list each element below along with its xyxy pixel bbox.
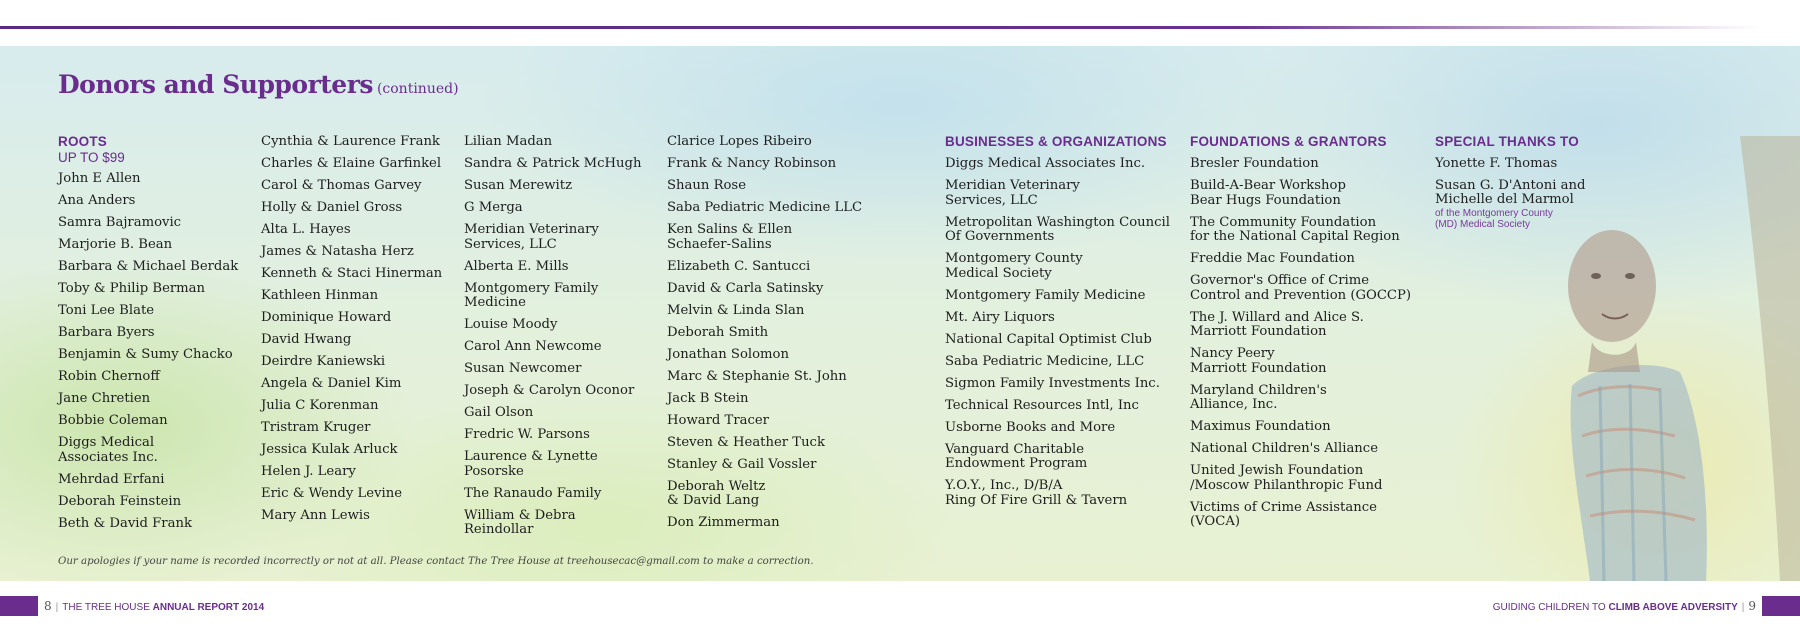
special-thanks-heading: SPECIAL THANKS TO — [1435, 134, 1579, 149]
donor-name: Louise Moody — [464, 317, 558, 332]
donor-name: The Ranaudo Family — [464, 485, 602, 501]
roots-subheading: UP TO $99 — [58, 150, 125, 165]
donor-name: Saba Pediatric Medicine, LLC — [945, 353, 1145, 369]
donor-name: Saba Pediatric Medicine LLC — [667, 200, 863, 215]
foundations-heading: FOUNDATIONS & GRANTORS — [1190, 134, 1387, 149]
donor-name: Helen J. Leary — [261, 464, 356, 479]
donor-name: Technical Resources Intl, Inc — [945, 397, 1139, 413]
donor-name: John E Allen — [58, 171, 141, 186]
special-thanks-person-1: Yonette F. Thomas — [1435, 156, 1558, 171]
donor-name: Carol & Thomas Garvey — [261, 178, 422, 193]
right-page-number: 9 — [1748, 599, 1756, 613]
donor-name: Maryland Children's Alliance, Inc. — [1190, 382, 1327, 412]
businesses-heading: BUSINESSES & ORGANIZATIONS — [945, 134, 1167, 149]
donor-name: Kenneth & Staci Hinerman — [261, 266, 443, 281]
donor-name: Jessica Kulak Arluck — [261, 442, 398, 457]
donor-name: David Hwang — [261, 332, 352, 347]
donor-name: Marc & Stephanie St. John — [667, 368, 847, 384]
apology-note: Our apologies if your name is recorded incorrectly or not at all. Please contact The Tree House at treehousecac@gmail.com to make a correction. — [58, 556, 814, 567]
donor-name: Bobbie Coleman — [58, 413, 168, 428]
donor-name: Benjamin & Sumy Chacko — [58, 347, 233, 362]
donor-name: Alta L. Hayes — [261, 222, 351, 237]
page-footer — [0, 596, 1800, 616]
roots-heading: ROOTS — [58, 134, 108, 149]
donor-name: Montgomery Family Medicine — [945, 287, 1146, 303]
donor-name: Deirdre Kaniewski — [261, 354, 386, 369]
title-continued: (continued) — [376, 81, 459, 97]
donor-name: Governor's Office of Crime Control and Prevention (GOCCP) — [1190, 273, 1412, 303]
donor-name: Montgomery Family Medicine — [464, 280, 599, 310]
donor-name: David & Carla Satinsky — [667, 280, 824, 296]
roots-column-3 — [464, 135, 659, 545]
donor-name: Kathleen Hinman — [261, 288, 379, 303]
roots-list-2 — [261, 135, 456, 524]
donor-name: Ana Anders — [58, 193, 136, 208]
foundations-column — [1190, 134, 1425, 537]
donor-name: Toni Lee Blate — [58, 303, 155, 318]
page-title — [58, 70, 459, 99]
donor-name: Jonathan Solomon — [667, 346, 789, 362]
donor-name: Cynthia & Laurence Frank — [261, 134, 440, 149]
content-panel — [0, 46, 1800, 581]
businesses-list — [945, 157, 1180, 508]
donor-name: Julia C Korenman — [261, 398, 379, 413]
donor-name: Ken Salins & Ellen Schaefer-Salins — [667, 222, 793, 252]
footer-right-block — [1762, 596, 1800, 616]
donor-name: Diggs Medical Associates Inc. — [58, 435, 158, 465]
donor-name: Toby & Philip Berman — [58, 281, 206, 296]
footer-tagline-lead: GUIDING CHILDREN TO — [1492, 602, 1606, 613]
donor-name: Meridian Veterinary Services, LLC — [945, 178, 1080, 208]
title-text: Donors and Supporters — [58, 70, 373, 99]
donor-name: Dominique Howard — [261, 310, 392, 325]
donor-name: Shaun Rose — [667, 178, 747, 193]
donor-name: G Merga — [464, 200, 523, 215]
donor-name: Robin Chernoff — [58, 369, 160, 384]
donor-name: Sigmon Family Investments Inc. — [945, 375, 1160, 391]
footer-report-title: ANNUAL REPORT 2014 — [152, 602, 265, 613]
donor-name: Maximus Foundation — [1190, 419, 1331, 434]
roots-list-4 — [667, 135, 867, 531]
donor-name: Victims of Crime Assistance (VOCA) — [1190, 499, 1377, 529]
donor-name: Deborah Smith — [667, 324, 769, 340]
donor-name: National Children's Alliance — [1190, 441, 1378, 456]
donor-name: Holly & Daniel Gross — [261, 200, 403, 215]
donor-name: Mehrdad Erfani — [58, 471, 165, 487]
donor-name: Angela & Daniel Kim — [261, 376, 402, 391]
top-divider-line — [0, 26, 1760, 29]
donor-name: Marjorie B. Bean — [58, 237, 173, 252]
businesses-column — [945, 134, 1180, 516]
donor-name: Lilian Madan — [464, 134, 553, 149]
donor-name: United Jewish Foundation /Moscow Philanthropic Fund — [1190, 463, 1383, 493]
donor-name: Freddie Mac Foundation — [1190, 251, 1355, 266]
donor-name: Mary Ann Lewis — [261, 508, 370, 523]
donor-name: Carol Ann Newcome — [464, 339, 602, 354]
donor-name: National Capital Optimist Club — [945, 331, 1152, 347]
donor-name: Deborah Weltz & David Lang — [667, 478, 766, 508]
roots-column-4 — [667, 135, 867, 538]
donor-name: Mt. Airy Liquors — [945, 309, 1055, 325]
donor-name: Meridian Veterinary Services, LLC — [464, 222, 599, 252]
donor-name: Susan Merewitz — [464, 178, 573, 193]
donor-name: Jack B Stein — [667, 390, 749, 406]
roots-column-1 — [58, 134, 253, 539]
donor-name: Sandra & Patrick McHugh — [464, 156, 642, 171]
donor-name: Montgomery County Medical Society — [945, 251, 1083, 281]
donor-name: Jane Chretien — [58, 391, 151, 406]
donor-name: Alberta E. Mills — [464, 258, 569, 274]
footer-left-block — [0, 596, 38, 616]
donor-name: Susan Newcomer — [464, 361, 582, 376]
donor-name: Fredric W. Parsons — [464, 427, 590, 442]
special-thanks-note: of the Montgomery County (MD) Medical Society — [1435, 207, 1553, 230]
donor-name: Steven & Heather Tuck — [667, 434, 825, 450]
donor-name: Clarice Lopes Ribeiro — [667, 134, 812, 149]
donor-name: Diggs Medical Associates Inc. — [945, 156, 1146, 171]
donor-name: Metropolitan Washington Council Of Governments — [945, 214, 1170, 244]
donor-name: Barbara & Michael Berdak — [58, 259, 239, 274]
foundations-list — [1190, 157, 1425, 530]
donor-name: William & Debra Reindollar — [464, 507, 576, 537]
donor-name: The Community Foundation for the National Capital Region — [1190, 214, 1400, 244]
footer-right: GUIDING CHILDREN TO CLIMB ABOVE ADVERSITY | 9 — [1492, 599, 1756, 613]
donor-name: Beth & David Frank — [58, 515, 192, 531]
donor-name: Gail Olson — [464, 405, 534, 420]
donor-name: Usborne Books and More — [945, 419, 1116, 435]
donor-name: Don Zimmerman — [667, 515, 780, 530]
donor-name: Tristram Kruger — [261, 420, 371, 435]
donor-name: Deborah Feinstein — [58, 493, 182, 509]
donor-name: James & Natasha Herz — [261, 244, 414, 259]
special-thanks-person-2: Susan G. D'Antoni and Michelle del Marmol — [1435, 177, 1586, 207]
left-page-number: 8 — [44, 599, 52, 613]
donor-name: Barbara Byers — [58, 325, 155, 340]
donor-name: Stanley & Gail Vossler — [667, 456, 817, 472]
donor-name: Bresler Foundation — [1190, 156, 1319, 171]
roots-column-2 — [261, 135, 456, 531]
donor-name: Frank & Nancy Robinson — [667, 156, 837, 171]
footer-left: 8 | THE TREE HOUSE ANNUAL REPORT 2014 — [44, 599, 265, 613]
donor-name: Elizabeth C. Santucci — [667, 258, 811, 274]
donor-name: Samra Bajramovic — [58, 215, 182, 230]
donor-name: Nancy Peery Marriott Foundation — [1190, 346, 1327, 376]
donor-name: The J. Willard and Alice S. Marriott Foundation — [1190, 309, 1364, 339]
donor-name: Vanguard Charitable Endowment Program — [945, 441, 1088, 471]
donor-name: Eric & Wendy Levine — [261, 486, 403, 501]
roots-list-1 — [58, 172, 253, 531]
special-thanks-column — [1435, 134, 1625, 230]
donor-name: Charles & Elaine Garfinkel — [261, 156, 442, 171]
footer-org-name: THE TREE HOUSE — [62, 602, 150, 613]
donor-name: Joseph & Carolyn Oconor — [464, 383, 635, 398]
donor-name: Build-A-Bear Workshop Bear Hugs Foundation — [1190, 178, 1346, 208]
donor-name: Laurence & Lynette Posorske — [464, 449, 598, 479]
donor-name: Howard Tracer — [667, 412, 769, 428]
roots-list-3 — [464, 135, 659, 538]
donor-name: Melvin & Linda Slan — [667, 302, 805, 318]
donor-name: Y.O.Y., Inc., D/B/A Ring Of Fire Grill & Tavern — [945, 478, 1128, 508]
footer-tagline-bold: CLIMB ABOVE ADVERSITY — [1608, 602, 1738, 613]
